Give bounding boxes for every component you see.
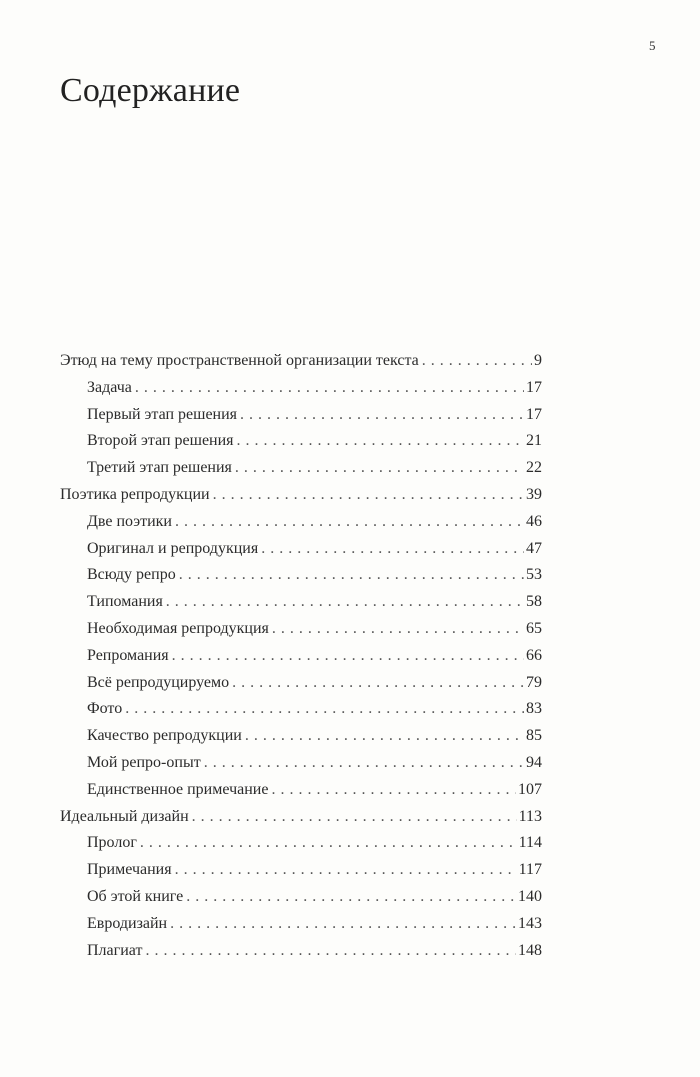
toc-dot-leader bbox=[170, 911, 516, 938]
toc-entry-title: Единственное примечание bbox=[87, 780, 269, 798]
toc-section bbox=[60, 938, 542, 965]
toc-entry-page: 58 bbox=[526, 593, 542, 611]
toc-entry-title: Задача bbox=[87, 378, 132, 396]
toc-entry-page: 117 bbox=[518, 861, 542, 879]
toc-entry-title: Идеальный дизайн bbox=[60, 807, 189, 825]
toc-entry-title: Примечания bbox=[87, 861, 172, 879]
toc-entry-title: Качество репродукции bbox=[87, 727, 242, 745]
toc-entry-page: 17 bbox=[526, 378, 542, 396]
toc-dot-leader bbox=[192, 804, 517, 831]
toc-entry-title: Две поэтики bbox=[87, 512, 172, 530]
toc-section bbox=[60, 589, 542, 616]
toc-entry-page: 65 bbox=[526, 619, 542, 637]
toc-dot-leader bbox=[135, 375, 524, 402]
toc-entry-page: 85 bbox=[526, 727, 542, 745]
toc-section bbox=[60, 509, 542, 536]
toc-section bbox=[60, 777, 542, 804]
toc-dot-leader bbox=[237, 428, 524, 455]
toc-dot-leader bbox=[261, 536, 524, 563]
toc-dot-leader bbox=[172, 643, 524, 670]
toc-section bbox=[60, 884, 542, 911]
toc-dot-leader bbox=[232, 670, 524, 697]
toc-entry-page: 22 bbox=[526, 459, 542, 477]
toc-section bbox=[60, 750, 542, 777]
toc-entry-page: 53 bbox=[526, 566, 542, 584]
toc-chapter bbox=[60, 348, 542, 375]
toc-entry-title: Евродизайн bbox=[87, 914, 168, 932]
toc-section bbox=[60, 911, 542, 938]
toc-entry-page: 107 bbox=[518, 780, 542, 798]
toc-dot-leader bbox=[125, 696, 524, 723]
toc-entry-page: 9 bbox=[534, 352, 542, 369]
toc-chapter bbox=[60, 482, 542, 509]
page-title: Содержание bbox=[60, 72, 241, 109]
toc-entry-title: Мой репро-опыт bbox=[87, 753, 201, 771]
toc-dot-leader bbox=[175, 857, 517, 884]
toc-dot-leader bbox=[179, 562, 524, 589]
toc-section bbox=[60, 375, 542, 402]
toc-entry-page: 148 bbox=[518, 941, 542, 959]
toc-section bbox=[60, 455, 542, 482]
toc-entry-page: 39 bbox=[526, 485, 542, 503]
toc-section bbox=[60, 643, 542, 670]
page-number: 5 bbox=[649, 38, 656, 53]
toc-dot-leader bbox=[145, 938, 516, 965]
toc-entry-title: Третий этап решения bbox=[87, 459, 232, 477]
toc-dot-leader bbox=[140, 830, 517, 857]
toc-entry-page: 94 bbox=[526, 753, 542, 771]
toc-chapter bbox=[60, 804, 542, 831]
toc-section bbox=[60, 402, 542, 429]
toc-section bbox=[60, 670, 542, 697]
toc-section bbox=[60, 830, 542, 857]
toc-entry-title: Оригинал и репродукция bbox=[87, 539, 259, 557]
toc-dot-leader bbox=[175, 509, 524, 536]
toc-dot-leader bbox=[240, 402, 524, 429]
toc-section bbox=[60, 536, 542, 563]
toc-entry-title: Всюду репро bbox=[87, 566, 176, 584]
toc-dot-leader bbox=[186, 884, 516, 911]
toc-dot-leader bbox=[245, 723, 524, 750]
toc-dot-leader bbox=[166, 589, 524, 616]
toc-dot-leader bbox=[235, 455, 524, 482]
toc-entry-page: 47 bbox=[526, 539, 542, 557]
toc-entry-title: Репромания bbox=[87, 646, 169, 664]
toc-entry-page: 46 bbox=[526, 512, 542, 530]
toc-dot-leader bbox=[204, 750, 524, 777]
toc-dot-leader bbox=[272, 616, 524, 643]
toc-entry-title: Об этой книге bbox=[87, 887, 184, 905]
toc-entry-page: 17 bbox=[526, 405, 542, 423]
toc-entry-title: Фото bbox=[87, 700, 123, 718]
toc-section bbox=[60, 857, 542, 884]
toc-entry-page: 113 bbox=[518, 807, 542, 825]
toc-dot-leader bbox=[271, 777, 516, 804]
toc-entry-title: Первый этап решения bbox=[87, 405, 238, 423]
toc-entry-page: 79 bbox=[526, 673, 542, 691]
toc-entry-title: Пролог bbox=[87, 834, 137, 852]
toc-dot-leader bbox=[213, 482, 524, 509]
toc-section bbox=[60, 696, 542, 723]
toc-entry-page: 21 bbox=[526, 432, 542, 450]
toc-section bbox=[60, 616, 542, 643]
toc-dot-leader bbox=[422, 348, 532, 375]
toc-section bbox=[60, 562, 542, 589]
toc-entry-page: 66 bbox=[526, 646, 542, 664]
toc-entry-title: Всё репродуцируемо bbox=[87, 673, 230, 691]
toc-entry-page: 143 bbox=[518, 914, 542, 932]
toc-entry-page: 83 bbox=[526, 700, 542, 718]
toc-entry-title: Типомания bbox=[87, 593, 163, 611]
toc-entry-page: 114 bbox=[518, 834, 542, 852]
toc-entry-title: Этюд на тему пространственной организации текста bbox=[60, 352, 419, 369]
toc-entry-page: 140 bbox=[518, 887, 542, 905]
toc-entry-title: Второй этап решения bbox=[87, 432, 234, 450]
toc-entry-title: Плагиат bbox=[87, 941, 143, 959]
table-of-contents bbox=[60, 348, 542, 964]
toc-entry-title: Поэтика репродукции bbox=[60, 485, 210, 503]
toc-section bbox=[60, 428, 542, 455]
toc-entry-title: Необходимая репродукция bbox=[87, 619, 269, 637]
toc-section bbox=[60, 723, 542, 750]
